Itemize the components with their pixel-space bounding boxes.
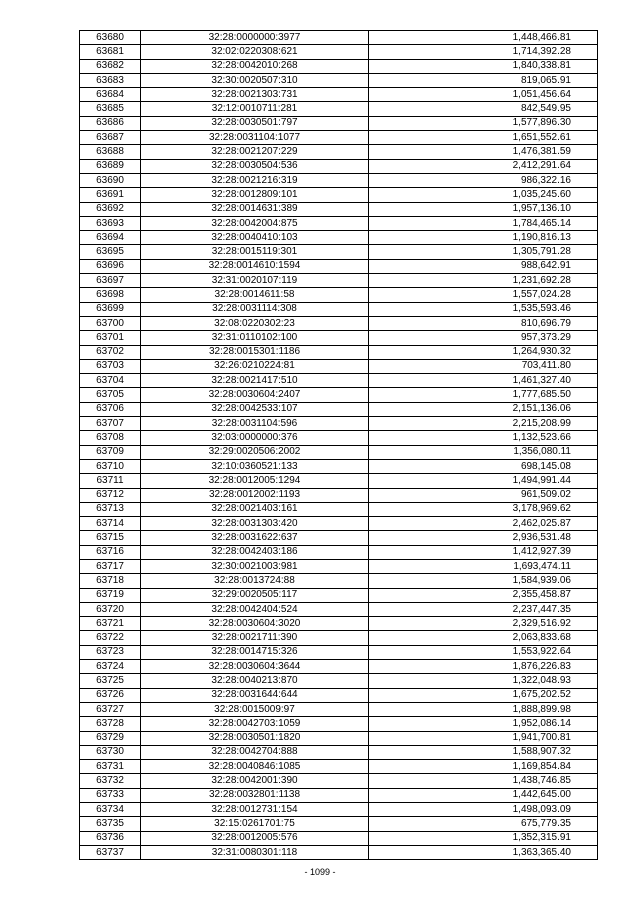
value-cell: 1,553,922.64 (369, 645, 598, 659)
row-number-cell: 63713 (80, 502, 141, 516)
cadastral-number-cell: 32:28:0031622:637 (141, 531, 369, 545)
value-cell: 1,952,086.14 (369, 717, 598, 731)
value-cell: 1,448,466.81 (369, 31, 598, 45)
value-cell: 1,714,392.28 (369, 45, 598, 59)
value-cell: 1,651,552.61 (369, 131, 598, 145)
cadastral-number-cell: 32:28:0042404:524 (141, 602, 369, 616)
row-number-cell: 63711 (80, 474, 141, 488)
value-cell: 1,535,593.46 (369, 302, 598, 316)
cadastral-number-cell: 32:28:0013724:88 (141, 574, 369, 588)
cadastral-number-cell: 32:28:0012731:154 (141, 803, 369, 817)
cadastral-number-cell: 32:28:0042704:888 (141, 745, 369, 759)
row-number-cell: 63725 (80, 674, 141, 688)
table-row (80, 845, 598, 859)
value-cell: 1,132,523.66 (369, 431, 598, 445)
row-number-cell: 63695 (80, 245, 141, 259)
value-cell: 1,190,816.13 (369, 231, 598, 245)
table-row (80, 374, 598, 388)
value-cell: 986,322.16 (369, 173, 598, 187)
cadastral-number-cell: 32:28:0014715:326 (141, 645, 369, 659)
cadastral-number-cell: 32:28:0042403:186 (141, 545, 369, 559)
table-row (80, 73, 598, 87)
table-row (80, 31, 598, 45)
row-number-cell: 63721 (80, 617, 141, 631)
table-row (80, 331, 598, 345)
cadastral-number-cell: 32:28:0031644:644 (141, 688, 369, 702)
table-row (80, 431, 598, 445)
table-row (80, 488, 598, 502)
table-row (80, 388, 598, 402)
cadastral-number-cell: 32:28:0021403:161 (141, 502, 369, 516)
row-number-cell: 63688 (80, 145, 141, 159)
table-row (80, 502, 598, 516)
cadastral-number-cell: 32:28:0042001:390 (141, 774, 369, 788)
value-cell: 1,588,907.32 (369, 745, 598, 759)
table-row (80, 88, 598, 102)
cadastral-number-cell: 32:30:0020507:310 (141, 73, 369, 87)
table-row (80, 474, 598, 488)
table-row (80, 731, 598, 745)
row-number-cell: 63729 (80, 731, 141, 745)
row-number-cell: 63709 (80, 445, 141, 459)
cadastral-number-cell: 32:28:0012002:1193 (141, 488, 369, 502)
cadastral-number-cell: 32:28:0012809:101 (141, 188, 369, 202)
table-row (80, 159, 598, 173)
row-number-cell: 63734 (80, 803, 141, 817)
cadastral-number-cell: 32:28:0015009:97 (141, 702, 369, 716)
row-number-cell: 63719 (80, 588, 141, 602)
row-number-cell: 63686 (80, 116, 141, 130)
row-number-cell: 63690 (80, 173, 141, 187)
row-number-cell: 63706 (80, 402, 141, 416)
cadastral-number-cell: 32:28:0012005:1294 (141, 474, 369, 488)
cadastral-number-cell: 32:08:0220302:23 (141, 316, 369, 330)
row-number-cell: 63737 (80, 845, 141, 859)
value-cell: 2,355,458.87 (369, 588, 598, 602)
row-number-cell: 63697 (80, 274, 141, 288)
cadastral-number-cell: 32:02:0220308:621 (141, 45, 369, 59)
row-number-cell: 63692 (80, 202, 141, 216)
cadastral-number-cell: 32:28:0030504:536 (141, 159, 369, 173)
cadastral-number-cell: 32:28:0031104:1077 (141, 131, 369, 145)
value-cell: 1,888,899.98 (369, 702, 598, 716)
value-cell: 1,363,365.40 (369, 845, 598, 859)
table-row (80, 245, 598, 259)
row-number-cell: 63732 (80, 774, 141, 788)
row-number-cell: 63707 (80, 417, 141, 431)
value-cell: 2,412,291.64 (369, 159, 598, 173)
cadastral-number-cell: 32:28:0042004:875 (141, 216, 369, 230)
cadastral-number-cell: 32:28:0014610:1594 (141, 259, 369, 273)
table-row (80, 645, 598, 659)
value-cell: 1,442,645.00 (369, 788, 598, 802)
value-cell: 1,322,048.93 (369, 674, 598, 688)
table-row (80, 259, 598, 273)
value-cell: 2,237,447.35 (369, 602, 598, 616)
cadastral-number-cell: 32:28:0014611:58 (141, 288, 369, 302)
table-row (80, 302, 598, 316)
cadastral-number-cell: 32:28:0030501:797 (141, 116, 369, 130)
row-number-cell: 63720 (80, 602, 141, 616)
value-cell: 703,411.80 (369, 359, 598, 373)
table-row (80, 145, 598, 159)
value-cell: 819,065.91 (369, 73, 598, 87)
table-row (80, 288, 598, 302)
table-row (80, 617, 598, 631)
row-number-cell: 63717 (80, 559, 141, 573)
table-row (80, 717, 598, 731)
table-row (80, 173, 598, 187)
row-number-cell: 63708 (80, 431, 141, 445)
cadastral-number-cell: 32:28:0014631:389 (141, 202, 369, 216)
row-number-cell: 63722 (80, 631, 141, 645)
value-cell: 1,693,474.11 (369, 559, 598, 573)
cadastral-number-cell: 32:12:0010711:281 (141, 102, 369, 116)
value-cell: 1,231,692.28 (369, 274, 598, 288)
cadastral-number-cell: 32:28:0021417:510 (141, 374, 369, 388)
row-number-cell: 63714 (80, 517, 141, 531)
cadastral-number-cell: 32:31:0080301:118 (141, 845, 369, 859)
cadastral-number-cell: 32:31:0020107:119 (141, 274, 369, 288)
row-number-cell: 63710 (80, 459, 141, 473)
row-number-cell: 63726 (80, 688, 141, 702)
value-cell: 1,264,930.32 (369, 345, 598, 359)
row-number-cell: 63700 (80, 316, 141, 330)
table-row (80, 602, 598, 616)
value-cell: 1,169,854.84 (369, 760, 598, 774)
row-number-cell: 63736 (80, 831, 141, 845)
value-cell: 1,412,927.39 (369, 545, 598, 559)
cadastral-number-cell: 32:03:0000000:376 (141, 431, 369, 445)
cadastral-number-cell: 32:28:0021216:319 (141, 173, 369, 187)
table-row (80, 774, 598, 788)
row-number-cell: 63702 (80, 345, 141, 359)
row-number-cell: 63718 (80, 574, 141, 588)
cadastral-number-cell: 32:28:0030604:3644 (141, 660, 369, 674)
row-number-cell: 63701 (80, 331, 141, 345)
cadastral-number-cell: 32:15:0261701:75 (141, 817, 369, 831)
cadastral-number-cell: 32:28:0030604:3020 (141, 617, 369, 631)
table-row (80, 674, 598, 688)
row-number-cell: 63680 (80, 31, 141, 45)
row-number-cell: 63699 (80, 302, 141, 316)
row-number-cell: 63681 (80, 45, 141, 59)
table-body (80, 31, 598, 860)
value-cell: 1,957,136.10 (369, 202, 598, 216)
row-number-cell: 63687 (80, 131, 141, 145)
value-cell: 1,557,024.28 (369, 288, 598, 302)
cadastral-number-cell: 32:28:0021207:229 (141, 145, 369, 159)
row-number-cell: 63682 (80, 59, 141, 73)
value-cell: 2,329,516.92 (369, 617, 598, 631)
row-number-cell: 63733 (80, 788, 141, 802)
row-number-cell: 63724 (80, 660, 141, 674)
cadastral-number-cell: 32:28:0031114:308 (141, 302, 369, 316)
value-cell: 842,549.95 (369, 102, 598, 116)
value-cell: 961,509.02 (369, 488, 598, 502)
value-cell: 1,494,991.44 (369, 474, 598, 488)
cadastral-number-cell: 32:26:0210224:81 (141, 359, 369, 373)
value-cell: 2,063,833.68 (369, 631, 598, 645)
table-row (80, 445, 598, 459)
table-row (80, 402, 598, 416)
cadastral-number-cell: 32:28:0012005:576 (141, 831, 369, 845)
row-number-cell: 63723 (80, 645, 141, 659)
table-row (80, 102, 598, 116)
value-cell: 1,461,327.40 (369, 374, 598, 388)
table-row (80, 359, 598, 373)
value-cell: 988,642.91 (369, 259, 598, 273)
table-row (80, 45, 598, 59)
cadastral-number-cell: 32:28:0000000:3977 (141, 31, 369, 45)
cadastral-number-cell: 32:31:0110102:100 (141, 331, 369, 345)
table-row (80, 631, 598, 645)
value-cell: 1,051,456.64 (369, 88, 598, 102)
cadastral-number-cell: 32:28:0032801:1138 (141, 788, 369, 802)
table-row (80, 803, 598, 817)
table-row (80, 345, 598, 359)
value-cell: 675,779.35 (369, 817, 598, 831)
value-cell: 1,305,791.28 (369, 245, 598, 259)
value-cell: 1,840,338.81 (369, 59, 598, 73)
value-cell: 1,498,093.09 (369, 803, 598, 817)
table-row (80, 574, 598, 588)
value-cell: 2,936,531.48 (369, 531, 598, 545)
cadastral-number-cell: 32:28:0031104:596 (141, 417, 369, 431)
table-row (80, 59, 598, 73)
row-number-cell: 63731 (80, 760, 141, 774)
row-number-cell: 63684 (80, 88, 141, 102)
table-row (80, 274, 598, 288)
table-row (80, 131, 598, 145)
row-number-cell: 63693 (80, 216, 141, 230)
table-row (80, 545, 598, 559)
row-number-cell: 63705 (80, 388, 141, 402)
row-number-cell: 63694 (80, 231, 141, 245)
row-number-cell: 63689 (80, 159, 141, 173)
cadastral-number-cell: 32:28:0021711:390 (141, 631, 369, 645)
value-cell: 1,584,939.06 (369, 574, 598, 588)
cadastral-number-cell: 32:28:0040410:103 (141, 231, 369, 245)
cadastral-number-cell: 32:28:0040846:1085 (141, 760, 369, 774)
table-row (80, 660, 598, 674)
table-row (80, 417, 598, 431)
cadastral-number-cell: 32:28:0042533:107 (141, 402, 369, 416)
table-row (80, 817, 598, 831)
value-cell: 1,352,315.91 (369, 831, 598, 845)
cadastral-number-cell: 32:28:0040213:870 (141, 674, 369, 688)
cadastral-number-cell: 32:28:0015301:1186 (141, 345, 369, 359)
cadastral-number-cell: 32:28:0042010:268 (141, 59, 369, 73)
cadastral-number-cell: 32:28:0021303:731 (141, 88, 369, 102)
cadastral-number-cell: 32:28:0030501:1820 (141, 731, 369, 745)
table-row (80, 559, 598, 573)
value-cell: 1,784,465.14 (369, 216, 598, 230)
table-row (80, 702, 598, 716)
row-number-cell: 63716 (80, 545, 141, 559)
value-cell: 1,438,746.85 (369, 774, 598, 788)
table-row (80, 231, 598, 245)
table-row (80, 688, 598, 702)
value-cell: 2,151,136.06 (369, 402, 598, 416)
value-cell: 810,696.79 (369, 316, 598, 330)
row-number-cell: 63728 (80, 717, 141, 731)
cadastral-number-cell: 32:29:0020506:2002 (141, 445, 369, 459)
row-number-cell: 63696 (80, 259, 141, 273)
table-row (80, 760, 598, 774)
cadastral-number-cell: 32:28:0042703:1059 (141, 717, 369, 731)
row-number-cell: 63698 (80, 288, 141, 302)
value-cell: 1,777,685.50 (369, 388, 598, 402)
row-number-cell: 63703 (80, 359, 141, 373)
row-number-cell: 63735 (80, 817, 141, 831)
table-row (80, 531, 598, 545)
table-row (80, 459, 598, 473)
value-cell: 1,876,226.83 (369, 660, 598, 674)
cadastral-number-cell: 32:28:0031303:420 (141, 517, 369, 531)
row-number-cell: 63683 (80, 73, 141, 87)
value-cell: 1,675,202.52 (369, 688, 598, 702)
value-cell: 3,178,969.62 (369, 502, 598, 516)
row-number-cell: 63704 (80, 374, 141, 388)
value-cell: 1,476,381.59 (369, 145, 598, 159)
value-cell: 1,035,245.60 (369, 188, 598, 202)
value-cell: 698,145.08 (369, 459, 598, 473)
table-row (80, 216, 598, 230)
table-row (80, 316, 598, 330)
row-number-cell: 63691 (80, 188, 141, 202)
cadastral-number-cell: 32:10:0360521:133 (141, 459, 369, 473)
table-row (80, 788, 598, 802)
table-row (80, 831, 598, 845)
value-cell: 957,373.29 (369, 331, 598, 345)
value-cell: 1,941,700.81 (369, 731, 598, 745)
row-number-cell: 63712 (80, 488, 141, 502)
page-number: - 1099 - (304, 867, 336, 877)
row-number-cell: 63715 (80, 531, 141, 545)
table-row (80, 116, 598, 130)
cadastral-number-cell: 32:28:0030604:2407 (141, 388, 369, 402)
value-cell: 2,215,208.99 (369, 417, 598, 431)
row-number-cell: 63685 (80, 102, 141, 116)
table-row (80, 517, 598, 531)
table-row (80, 202, 598, 216)
value-cell: 1,356,080.11 (369, 445, 598, 459)
row-number-cell: 63727 (80, 702, 141, 716)
value-cell: 2,462,025.87 (369, 517, 598, 531)
value-cell: 1,577,896.30 (369, 116, 598, 130)
table-row (80, 745, 598, 759)
row-number-cell: 63730 (80, 745, 141, 759)
cadastral-number-cell: 32:29:0020505:117 (141, 588, 369, 602)
cadastral-number-cell: 32:28:0015119:301 (141, 245, 369, 259)
cadastral-number-cell: 32:30:0021003:981 (141, 559, 369, 573)
table-row (80, 188, 598, 202)
table-row (80, 588, 598, 602)
cadastral-value-table (79, 30, 598, 860)
